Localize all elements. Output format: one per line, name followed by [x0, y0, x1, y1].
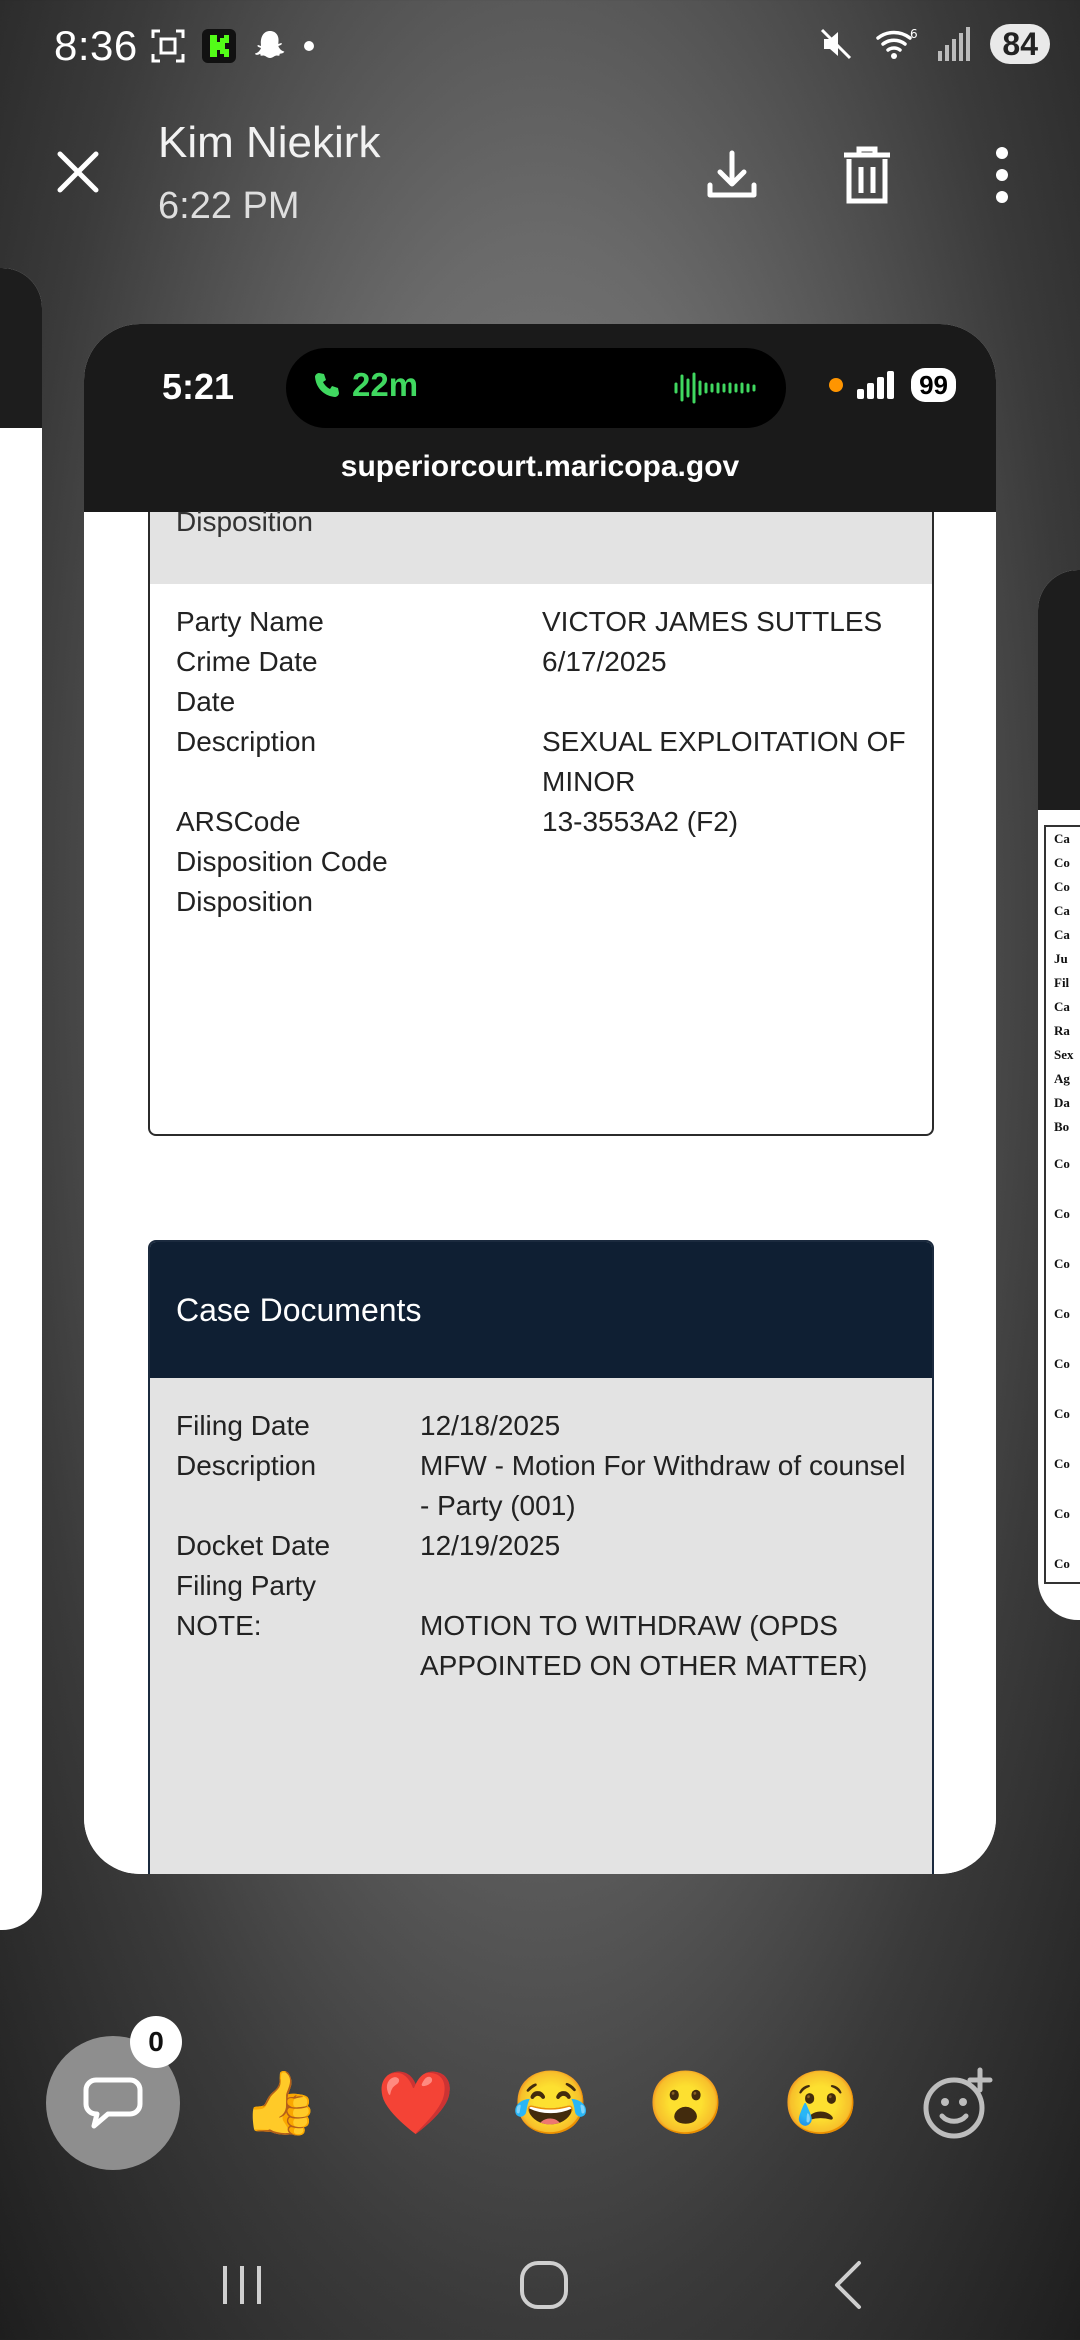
- peek-doc-line: Ca: [1054, 999, 1070, 1014]
- battery-indicator: 84: [990, 24, 1050, 64]
- notification-dot-icon: [304, 41, 314, 51]
- previous-image-peek[interactable]: [0, 268, 42, 1930]
- peek-doc-line: Ca: [1054, 927, 1070, 942]
- case-documents-box: [148, 1240, 934, 1874]
- charge-header-label: Disposition: [176, 506, 313, 537]
- back-chevron-icon: [823, 2257, 873, 2313]
- peek-doc-line: Ra: [1054, 1023, 1070, 1038]
- reaction-surprised[interactable]: 😮: [647, 2069, 725, 2138]
- doc-field-value: MFW - Motion For Withdraw of counsel: [420, 1450, 906, 1481]
- doc-field-label: Description: [176, 1450, 317, 1481]
- svg-text:6: 6: [910, 27, 919, 41]
- peek-doc-line: Da: [1054, 1095, 1070, 1110]
- status-notification-icons: [150, 28, 314, 64]
- field-value: VICTOR JAMES SUTTLES: [542, 606, 883, 637]
- doc-field-value: 12/18/2025: [420, 1410, 561, 1441]
- trash-icon: [840, 145, 894, 205]
- download-button[interactable]: [697, 140, 767, 210]
- field-label: Disposition: [176, 886, 313, 917]
- screenshot-time: 5:21: [162, 366, 235, 407]
- doc-field-label: Docket Date: [176, 1530, 331, 1561]
- status-time: 8:36: [54, 22, 138, 69]
- peek-doc-line: Co: [1054, 1556, 1070, 1571]
- doc-field-value-continued: - Party (001): [420, 1490, 576, 1521]
- add-reaction-button[interactable]: [918, 2064, 998, 2144]
- field-label: Party Name: [176, 606, 324, 637]
- speech-bubble-icon: [82, 2074, 144, 2132]
- kick-app-icon: [202, 29, 236, 63]
- dynamic-island: [286, 348, 786, 428]
- peek-doc-line: Co: [1054, 1506, 1070, 1521]
- peek-doc-line: Co: [1054, 1406, 1070, 1421]
- field-label: Description: [176, 726, 317, 757]
- more-vertical-icon: [992, 145, 1012, 205]
- snapchat-icon: [252, 28, 288, 64]
- charge-details-box: [148, 506, 934, 1136]
- next-image-peek[interactable]: [1038, 570, 1080, 1620]
- peek-doc-line: Bo: [1054, 1119, 1070, 1134]
- back-button[interactable]: [803, 2240, 893, 2330]
- sender-name: Kim Niekirk: [158, 118, 381, 167]
- screenshot-battery: 99: [911, 368, 956, 402]
- recording-dot-icon: [829, 378, 843, 392]
- peek-doc-line: Sex: [1054, 1047, 1074, 1062]
- case-documents-title: Case Documents: [176, 1292, 422, 1328]
- court-record-page: [84, 506, 996, 1874]
- status-system-icons: [818, 24, 1050, 64]
- call-duration: 22m: [352, 366, 419, 403]
- screenshot-status-bar: [84, 324, 996, 512]
- cellular-icon: [857, 371, 897, 399]
- sent-time: 6:22 PM: [158, 185, 300, 227]
- delete-button[interactable]: [832, 140, 902, 210]
- field-value-continued: MINOR: [542, 766, 636, 797]
- next-image-document: [1044, 825, 1080, 1584]
- screenshot-icon: [150, 28, 186, 64]
- phone-icon: [312, 370, 342, 400]
- download-icon: [704, 147, 760, 203]
- reaction-laughing[interactable]: 😂: [512, 2069, 590, 2138]
- doc-field-value: 12/19/2025: [420, 1530, 561, 1561]
- screenshot-system-icons: [829, 368, 956, 402]
- signal-icon: [938, 27, 970, 61]
- recent-apps-button[interactable]: [197, 2240, 287, 2330]
- field-label: ARSCode: [176, 806, 301, 837]
- close-button[interactable]: [46, 140, 110, 204]
- field-label: Date: [176, 686, 236, 717]
- wifi-icon: [874, 26, 918, 62]
- peek-doc-line: Ca: [1054, 903, 1070, 918]
- peek-doc-line: Ca: [1054, 831, 1070, 846]
- peek-doc-line: Co: [1054, 1356, 1070, 1371]
- reply-count-badge: 0: [130, 2016, 182, 2068]
- call-indicator: [312, 366, 418, 404]
- home-button[interactable]: [499, 2240, 589, 2330]
- audio-waveform-icon: [672, 370, 758, 406]
- field-label: Disposition Code: [176, 846, 388, 877]
- reaction-crying[interactable]: 😢: [782, 2069, 860, 2138]
- reaction-heart[interactable]: ❤️: [377, 2069, 455, 2138]
- close-icon: [46, 140, 110, 204]
- field-value: 6/17/2025: [542, 646, 667, 677]
- doc-field-label: Filing Party: [176, 1570, 317, 1601]
- peek-doc-line: Co: [1054, 1156, 1070, 1171]
- mute-icon: [818, 26, 854, 62]
- home-icon: [516, 2257, 572, 2313]
- peek-doc-line: Co: [1054, 1306, 1070, 1321]
- add-emoji-icon: [918, 2064, 998, 2144]
- reaction-thumbs-up[interactable]: 👍: [242, 2069, 320, 2138]
- doc-field-value-continued: APPOINTED ON OTHER MATTER): [420, 1650, 868, 1681]
- page-url: superiorcourt.maricopa.gov: [340, 450, 740, 483]
- doc-field-value: MOTION TO WITHDRAW (OPDS: [420, 1610, 838, 1641]
- case-documents-header: [150, 1242, 932, 1378]
- doc-field-label: NOTE:: [176, 1610, 262, 1641]
- peek-doc-line: Co: [1054, 1256, 1070, 1271]
- peek-doc-line: Co: [1054, 879, 1070, 894]
- charge-header-row: [150, 506, 932, 584]
- previous-image-header: [0, 268, 42, 428]
- peek-doc-line: Co: [1054, 855, 1070, 870]
- next-image-header: [1038, 570, 1080, 810]
- peek-doc-line: Co: [1054, 1456, 1070, 1471]
- peek-doc-line: Co: [1054, 1206, 1070, 1221]
- field-value: SEXUAL EXPLOITATION OF: [542, 726, 906, 757]
- more-options-button[interactable]: [967, 140, 1037, 210]
- field-label: Crime Date: [176, 646, 318, 677]
- recent-apps-icon: [217, 2260, 267, 2310]
- peek-doc-line: Ag: [1054, 1071, 1070, 1086]
- peek-doc-line: Fil: [1054, 975, 1070, 990]
- field-value: 13-3553A2 (F2): [542, 806, 739, 837]
- image-viewer-card[interactable]: [84, 324, 996, 1874]
- peek-doc-line: Ju: [1054, 951, 1068, 966]
- doc-field-label: Filing Date: [176, 1410, 310, 1441]
